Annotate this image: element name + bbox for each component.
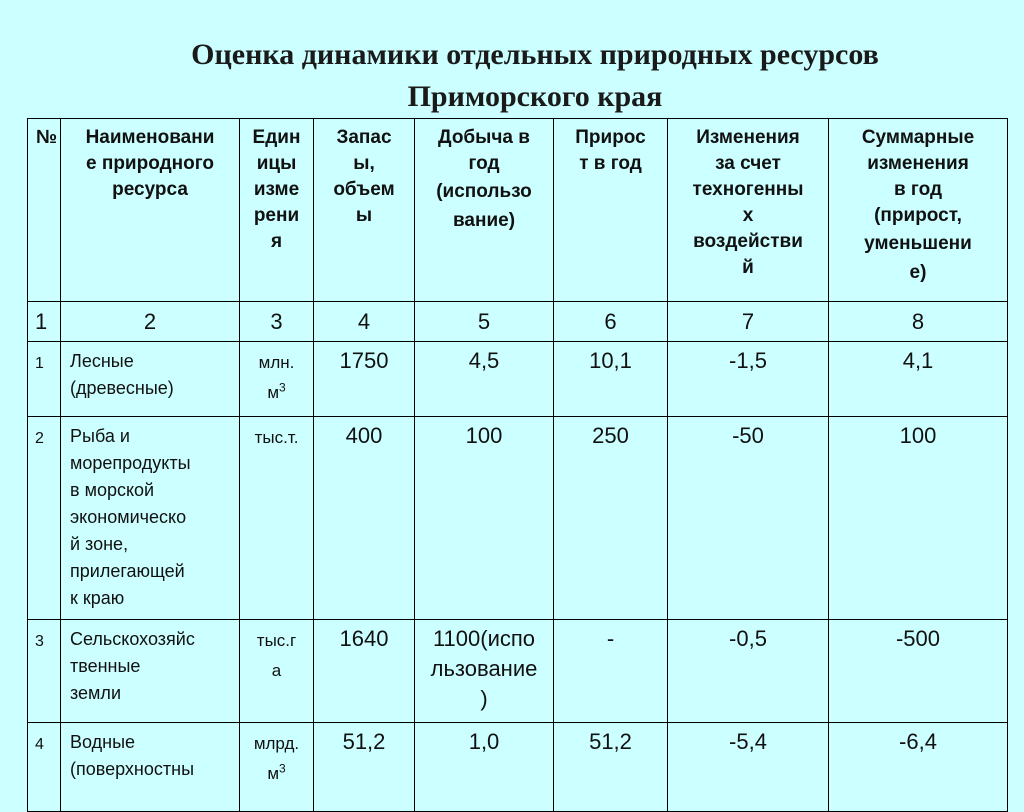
name-line: (древесные) bbox=[70, 378, 174, 398]
table-header-row bbox=[28, 119, 1008, 302]
extraction-value: 4,5 bbox=[415, 342, 554, 417]
stock-value: 1640 bbox=[314, 620, 415, 723]
header-line: х bbox=[742, 205, 754, 226]
slide-title bbox=[110, 34, 960, 118]
row-number: 2 bbox=[28, 417, 61, 620]
techno-change-value: -50 bbox=[668, 417, 829, 620]
techno-change-value: -0,5 bbox=[668, 620, 829, 723]
header-line: Наименовани bbox=[85, 127, 215, 148]
unit-line-with-sup bbox=[240, 759, 313, 789]
extraction-line: 1100(испо bbox=[432, 626, 536, 651]
unit-line: а bbox=[271, 661, 282, 680]
column-index: 3 bbox=[240, 302, 314, 342]
header-line: Запас bbox=[336, 127, 392, 148]
header-line: вание) bbox=[452, 210, 516, 231]
stock-value: 51,2 bbox=[314, 723, 415, 812]
column-index: 5 bbox=[415, 302, 554, 342]
stock-value: 1750 bbox=[314, 342, 415, 417]
resource-name bbox=[61, 620, 240, 723]
table-row bbox=[28, 342, 1008, 417]
unit-line: тыс.г bbox=[256, 631, 297, 650]
table-row bbox=[28, 417, 1008, 620]
unit-line: млрд. bbox=[253, 734, 300, 753]
resource-name bbox=[61, 342, 240, 417]
header-line: Един bbox=[252, 127, 301, 148]
header-line: т в год bbox=[579, 153, 642, 174]
header-line: год bbox=[468, 153, 500, 174]
header-line: рени bbox=[253, 205, 300, 226]
extraction-value: 1,0 bbox=[415, 723, 554, 812]
name-line: Сельскохозяйс bbox=[70, 629, 195, 649]
growth-value: 10,1 bbox=[554, 342, 668, 417]
header-line: в год bbox=[893, 179, 943, 200]
name-line: прилегающей bbox=[70, 561, 185, 581]
row-number: 1 bbox=[28, 342, 61, 417]
unit-line-with-sup bbox=[240, 378, 313, 408]
total-change-value: -6,4 bbox=[829, 723, 1008, 812]
resources-table bbox=[27, 118, 1008, 812]
header-techno-changes bbox=[668, 119, 829, 302]
name-line: экономическо bbox=[70, 507, 187, 527]
header-extraction bbox=[415, 119, 554, 302]
header-line: (прирост, bbox=[874, 205, 962, 226]
unit-base: м bbox=[267, 764, 279, 783]
total-change-value: 4,1 bbox=[829, 342, 1008, 417]
extraction-line: льзование bbox=[430, 656, 538, 681]
header-line: изменения bbox=[867, 153, 969, 174]
total-change-value: -500 bbox=[829, 620, 1008, 723]
unit-cell bbox=[240, 417, 314, 620]
name-line: Лесные bbox=[70, 351, 134, 371]
header-unit bbox=[240, 119, 314, 302]
header-line: техногенны bbox=[692, 179, 804, 200]
total-change-value: 100 bbox=[829, 417, 1008, 620]
growth-value: 250 bbox=[554, 417, 668, 620]
resource-name bbox=[61, 723, 240, 812]
extraction-value bbox=[415, 620, 554, 723]
row-number: 4 bbox=[28, 723, 61, 812]
header-line: е природного bbox=[86, 153, 214, 174]
name-line: Водные bbox=[70, 732, 136, 752]
header-line: изме bbox=[253, 179, 300, 200]
name-line: (поверхностны bbox=[70, 759, 195, 779]
column-index: 7 bbox=[668, 302, 829, 342]
growth-value: - bbox=[554, 620, 668, 723]
techno-change-value: -5,4 bbox=[668, 723, 829, 812]
header-line: воздействи bbox=[693, 231, 803, 252]
name-line: к краю bbox=[70, 588, 125, 608]
table-row bbox=[28, 723, 1008, 812]
resource-name bbox=[61, 417, 240, 620]
header-number bbox=[28, 119, 61, 302]
column-index: 4 bbox=[314, 302, 415, 342]
unit-cell bbox=[240, 723, 314, 812]
stock-value: 400 bbox=[314, 417, 415, 620]
header-line: уменьшени bbox=[864, 233, 972, 254]
name-line: земли bbox=[70, 683, 121, 703]
header-line: Прирос bbox=[575, 127, 646, 148]
header-number-label: № bbox=[36, 127, 58, 148]
unit-line: тыс.т. bbox=[254, 428, 299, 447]
name-line: й зоне, bbox=[70, 534, 129, 554]
header-line: е) bbox=[909, 262, 927, 283]
header-line: ресурса bbox=[112, 179, 188, 200]
unit-superscript: 3 bbox=[279, 761, 286, 776]
title-line-1: Оценка динамики отдельных природных ресурсов bbox=[191, 38, 879, 71]
header-line: за счет bbox=[715, 153, 781, 174]
column-index: 2 bbox=[61, 302, 240, 342]
unit-superscript: 3 bbox=[279, 380, 286, 395]
header-line: ицы bbox=[256, 153, 297, 174]
name-line: морепродукты bbox=[70, 453, 191, 473]
extraction-value: 100 bbox=[415, 417, 554, 620]
column-index: 6 bbox=[554, 302, 668, 342]
techno-change-value: -1,5 bbox=[668, 342, 829, 417]
header-stock bbox=[314, 119, 415, 302]
row-number: 3 bbox=[28, 620, 61, 723]
header-line: объем bbox=[333, 179, 395, 200]
header-line: я bbox=[270, 231, 283, 252]
header-line: Суммарные bbox=[861, 127, 975, 148]
unit-base: м bbox=[267, 383, 279, 402]
column-index-row bbox=[28, 302, 1008, 342]
header-total-changes bbox=[829, 119, 1008, 302]
header-growth bbox=[554, 119, 668, 302]
extraction-line: ) bbox=[480, 686, 488, 711]
header-name bbox=[61, 119, 240, 302]
table-row bbox=[28, 620, 1008, 723]
unit-cell bbox=[240, 620, 314, 723]
column-index: 8 bbox=[829, 302, 1008, 342]
name-line: Рыба и bbox=[70, 426, 130, 446]
header-line: Добыча в bbox=[438, 127, 530, 148]
unit-line: млн. bbox=[258, 353, 295, 372]
unit-cell bbox=[240, 342, 314, 417]
growth-value: 51,2 bbox=[554, 723, 668, 812]
column-index: 1 bbox=[28, 302, 61, 342]
header-line: Изменения bbox=[696, 127, 800, 148]
name-line: в морской bbox=[70, 480, 155, 500]
header-line: (использо bbox=[436, 181, 532, 202]
name-line: твенные bbox=[70, 656, 141, 676]
header-line: ы bbox=[355, 205, 373, 226]
header-line: ы, bbox=[353, 153, 375, 174]
header-line: й bbox=[742, 257, 754, 278]
title-line-2: Приморского края bbox=[407, 80, 663, 113]
